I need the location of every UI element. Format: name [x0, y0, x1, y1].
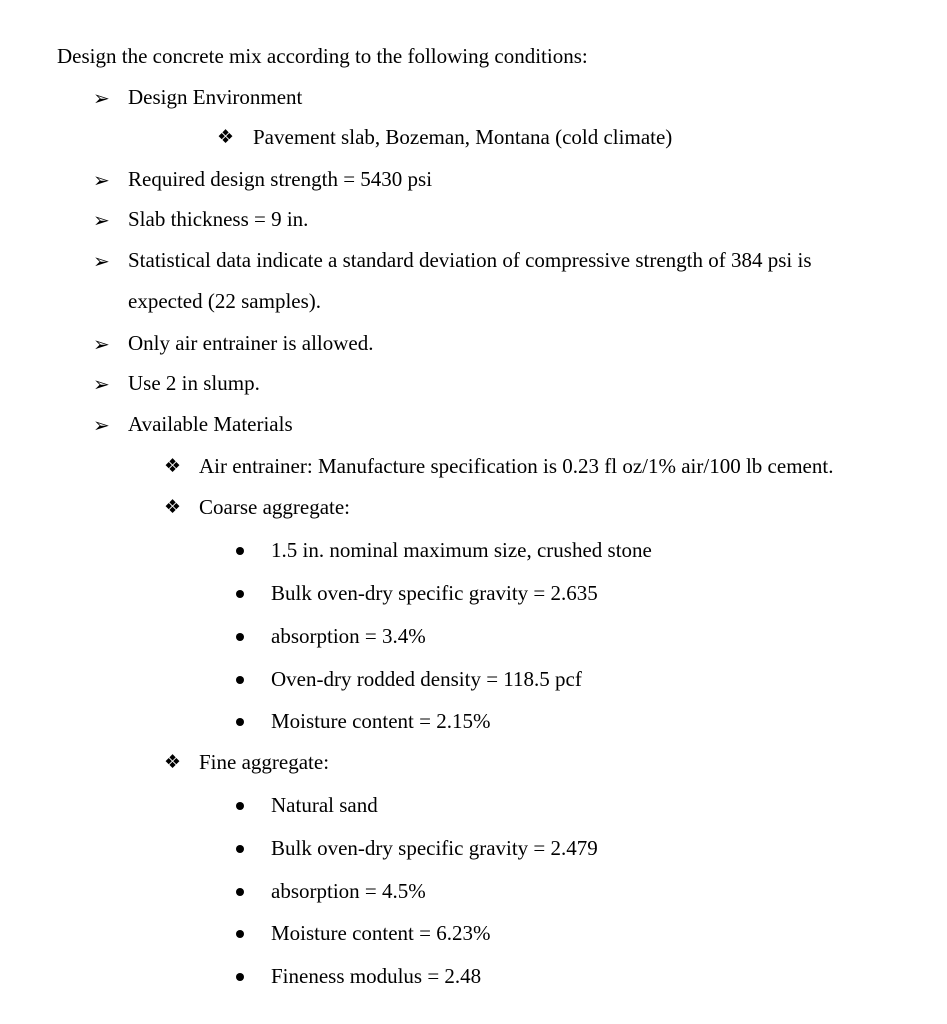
arrow-bullet-icon: ➢: [93, 332, 110, 356]
arrow-bullet-icon: ➢: [93, 413, 110, 437]
statistical-data-line2: expected (22 samples).: [128, 289, 322, 313]
environment-detail: Pavement slab, Bozeman, Montana (cold climate): [253, 125, 673, 149]
intro-text: Design the concrete mix according to the following conditions:: [57, 44, 588, 68]
air-entrainer-only: Only air entrainer is allowed.: [128, 331, 374, 355]
diamond-bullet-icon: ❖: [164, 455, 182, 477]
diamond-bullet-icon: ❖: [164, 496, 182, 518]
arrow-bullet-icon: ➢: [93, 208, 110, 232]
arrow-bullet-icon: ➢: [93, 249, 110, 273]
arrow-bullet-icon: ➢: [93, 86, 110, 110]
arrow-bullet-icon: ➢: [93, 372, 110, 396]
slump-requirement: Use 2 in slump.: [128, 371, 260, 395]
diamond-bullet-icon: ❖: [217, 126, 235, 148]
design-environment-label: Design Environment: [128, 85, 303, 109]
coarse-item: Moisture content = 2.15%: [271, 709, 491, 733]
coarse-item: absorption = 3.4%: [271, 624, 426, 648]
statistical-data-line1: Statistical data indicate a standard deviation of compressive strength of 384 psi is: [128, 248, 812, 272]
slab-thickness: Slab thickness = 9 in.: [128, 207, 309, 231]
bullet-dot-icon: [236, 547, 244, 555]
bullet-dot-icon: [236, 676, 244, 684]
air-entrainer-spec: Air entrainer: Manufacture specification is 0.23 fl oz/1% air/100 lb cement.: [199, 454, 834, 478]
coarse-aggregate-heading: Coarse aggregate:: [199, 495, 351, 519]
arrow-bullet-icon: ➢: [93, 168, 110, 192]
bullet-dot-icon: [236, 718, 244, 726]
fine-item: Moisture content = 6.23%: [271, 921, 491, 945]
fine-item: absorption = 4.5%: [271, 879, 426, 903]
required-strength: Required design strength = 5430 psi: [128, 167, 433, 191]
bullet-dot-icon: [236, 590, 244, 598]
bullet-dot-icon: [236, 888, 244, 896]
coarse-item: 1.5 in. nominal maximum size, crushed stone: [271, 538, 652, 562]
bullet-dot-icon: [236, 973, 244, 981]
fine-item: Natural sand: [271, 793, 378, 817]
fine-item: Fineness modulus = 2.48: [271, 964, 482, 988]
fine-item: Bulk oven-dry specific gravity = 2.479: [271, 836, 598, 860]
bullet-dot-icon: [236, 930, 244, 938]
bullet-dot-icon: [236, 845, 244, 853]
diamond-bullet-icon: ❖: [164, 751, 182, 773]
bullet-dot-icon: [236, 802, 244, 810]
fine-aggregate-heading: Fine aggregate:: [199, 750, 330, 774]
coarse-item: Bulk oven-dry specific gravity = 2.635: [271, 581, 598, 605]
available-materials-label: Available Materials: [128, 412, 293, 436]
bullet-dot-icon: [236, 633, 244, 641]
coarse-item: Oven-dry rodded density = 118.5 pcf: [271, 667, 582, 691]
